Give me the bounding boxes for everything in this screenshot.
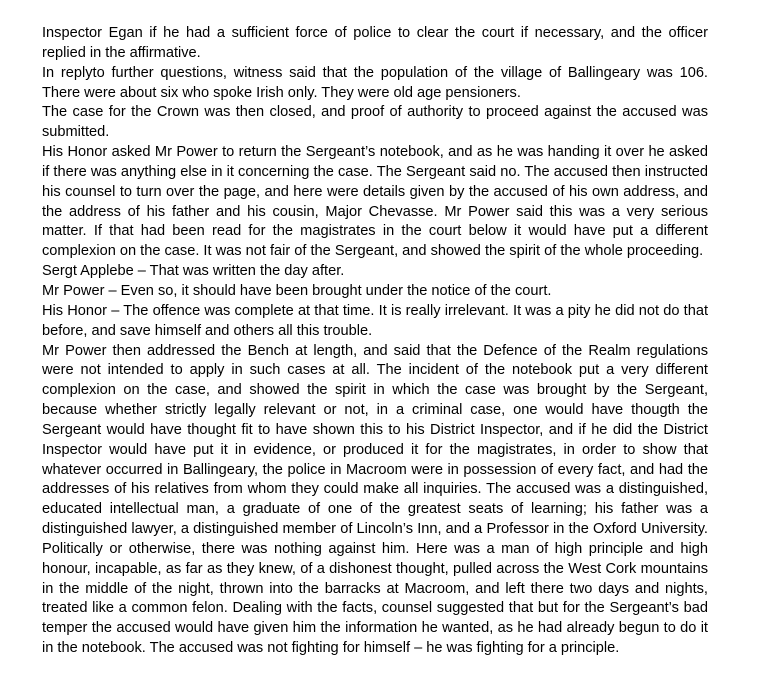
paragraph-inspector-egan: Inspector Egan if he had a sufficient force of police to clear the court if necessary, and the officer replied in the affirmative.: [42, 25, 708, 61]
document-page: [42, 24, 708, 659]
paragraph-population-reply: In replyto further questions, witness said that the population of the village of Ballingeary was 106. There were about six who spoke Irish only. They were old age pensioners.: [42, 64, 708, 101]
paragraph-bench-address: Mr Power then addressed the Bench at length, and said that the Defence of the Realm regulations were not intended to apply in such cases at all. The incident of the notebook put a very different complexion on the case, and showed the spirit in which the case was brought by the Sergeant, because whether strictly legally relevant or not, in a criminal case, one would have thougth the Sergeant would have thought fit to have shown this to his District Inspector, and if he did the District Inspector would have put it in evidence, or produced it for the magistrates, in order to show that whatever occurred in Ballingeary, the police in Macroom were in possession of every fact, and had the addresses of his relatives from whom they could make all inquiries. The accused was a distinguished, educated intellectual man, a graduate of one of the greatest seats of learning; his father was a distinguished lawyer, a distinguished member of Lincoln’s Inn, and a Professor in the Oxford University. Politically or otherwise, there was nothing against him. Here was a man of high principle and high honour, incapable, as far as they knew, of a dishonest thought, pulled across the West Cork mountains in the middle of the night, thrown into the barracks at Macroom, and left there two days and nights, treated like a common felon. Dealing with the facts, counsel suggested that but for the Sergeant’s bad temper the accused would have given him the information he wanted, as he had already begun to do it in the notebook. The accused was not fighting for himself – he was fighting for a principle.: [42, 342, 708, 657]
paragraph-sergt-applebe: Sergt Applebe – That was written the day after.: [42, 263, 345, 280]
paragraph-his-honor: His Honor – The offence was complete at that time. It is really irrelevant. It was a pity he did not do that before, and save himself and others all this trouble.: [42, 302, 708, 339]
paragraph-notebook: His Honor asked Mr Power to return the Sergeant’s notebook, and as he was handing it over he asked if there was anything else in it concerning the case. The Sergeant said no. The accused then instructed his counsel to turn over the page, and here were details given by the accused of his own address, and the address of his father and his cousin, Major Chevasse. Mr Power said this was a very serious matter. If that had been read for the magistrates in the court below it would have put a different complexion on the case. It was not fair of the Sergeant, and showed the spirit of the whole proceeding.: [42, 144, 708, 260]
paragraph-mr-power-reply: Mr Power – Even so, it should have been brought under the notice of the court.: [42, 282, 552, 299]
paragraph-crown-closed: The case for the Crown was then closed, and proof of authority to proceed against the accused was submitted.: [42, 104, 708, 141]
